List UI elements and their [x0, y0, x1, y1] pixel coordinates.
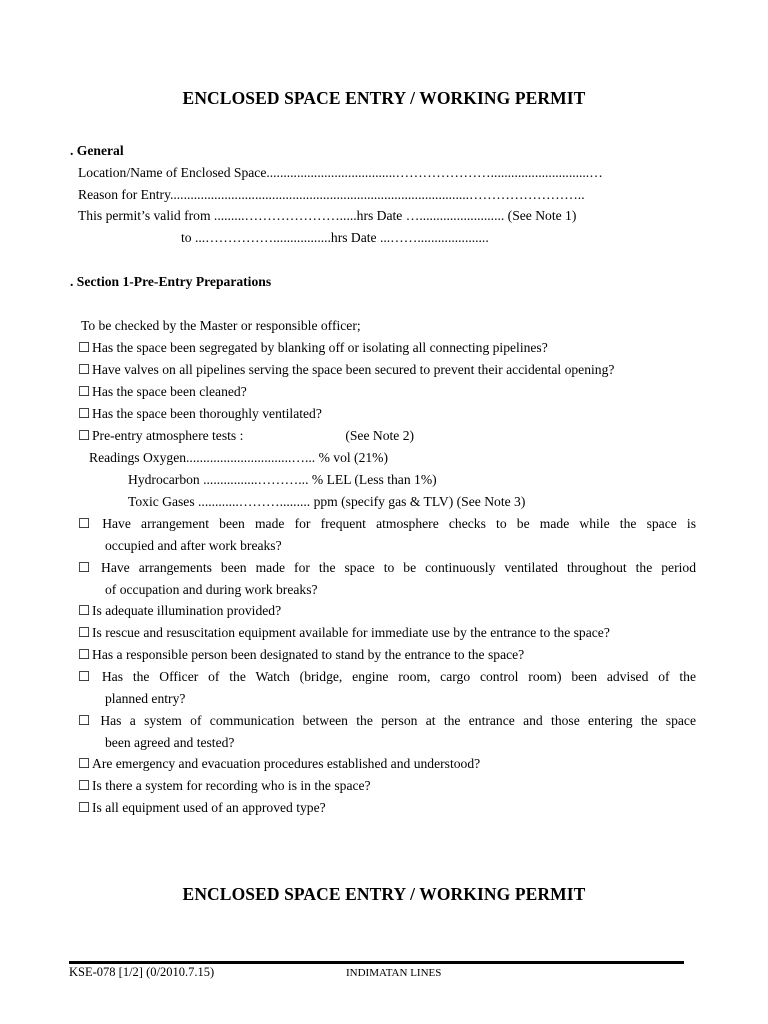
checklist-item: ☐ Has a responsible person been designated to stand by the entrance to the space? [78, 647, 525, 662]
location-field: Location/Name of Enclosed Space......................................………………….............................… [78, 165, 603, 180]
checklist-item: ☐ Has the space been cleaned? [78, 384, 247, 399]
toxic-gases-reading: Toxic Gases ............………......... ppm (specify gas & TLV) (See Note 3) [128, 494, 526, 509]
checkbox-icon[interactable]: ☐ [78, 778, 91, 793]
checkbox-icon[interactable]: ☐ [78, 560, 91, 575]
oxygen-reading: Readings Oxygen...............................…... % vol (21%) [89, 450, 389, 465]
checkbox-icon[interactable]: ☐ [78, 647, 91, 662]
reason-field: Reason for Entry........................................................................................…………………….. [78, 187, 585, 202]
checkbox-icon[interactable]: ☐ [78, 625, 91, 640]
checkbox-icon[interactable]: ☐ [78, 406, 91, 421]
valid-from-field: This permit’s valid from .........………………….....hrs Date …......................... (See Note 1) [78, 208, 577, 223]
checklist-item: ☐ Is rescue and resuscitation equipment available for immediate use by the entrance to the space? [78, 625, 610, 640]
checkbox-icon[interactable]: ☐ [78, 340, 91, 355]
checkbox-icon[interactable]: ☐ [78, 669, 91, 684]
checklist-item: ☐ Have arrangement been made for frequent atmosphere checks to be made while the space is occupied and after work breaks? [78, 513, 696, 557]
form-code: KSE-078 [1/2] (0/2010.7.15) [69, 965, 215, 979]
checklist-item: ☐ Is adequate illumination provided? [78, 603, 282, 618]
checkbox-icon[interactable]: ☐ [78, 384, 91, 399]
hydrocarbon-reading: Hydrocarbon ................………... % LEL (Less than 1%) [128, 472, 437, 487]
checklist-item: ☐ Have arrangements been made for the space to be continuously ventilated throughout the period of occupation and during work breaks? [78, 557, 696, 601]
checklist-item: ☐ Is there a system for recording who is in the space? [78, 778, 371, 793]
checkbox-icon[interactable]: ☐ [78, 428, 91, 443]
footer-divider [69, 961, 684, 964]
checklist-item: ☐ Is all equipment used of an approved type? [78, 800, 326, 815]
valid-to-field: to ...…………….................hrs Date ...……..................... [181, 230, 489, 245]
checklist-item: ☐ Has the space been thoroughly ventilated? [78, 406, 322, 421]
general-heading: . General [70, 143, 124, 158]
company-name: INDIMATAN LINES [346, 967, 442, 979]
checkbox-icon[interactable]: ☐ [78, 756, 91, 771]
checkbox-icon[interactable]: ☐ [78, 516, 91, 531]
document-title: ENCLOSED SPACE ENTRY / WORKING PERMIT [182, 88, 586, 108]
checkbox-icon[interactable]: ☐ [78, 713, 91, 728]
section1-heading: . Section 1-Pre-Entry Preparations [70, 274, 272, 289]
checklist-item: ☐ Are emergency and evacuation procedures established and understood? [78, 756, 481, 771]
checklist-item: ☐ Pre-entry atmosphere tests : (See Note 2) [78, 428, 415, 443]
document-title-repeat: ENCLOSED SPACE ENTRY / WORKING PERMIT [182, 884, 586, 904]
checkbox-icon[interactable]: ☐ [78, 362, 91, 377]
checklist-item: ☐ Have valves on all pipelines serving the space been secured to prevent their accidental opening? [78, 362, 615, 377]
section1-intro: To be checked by the Master or responsible officer; [81, 318, 361, 333]
checkbox-icon[interactable]: ☐ [78, 800, 91, 815]
checkbox-icon[interactable]: ☐ [78, 603, 91, 618]
checklist-item: ☐ Has the Officer of the Watch (bridge, engine room, cargo control room) been advised of the planned entry? [78, 666, 696, 710]
checklist-item: ☐ Has a system of communication between the person at the entrance and those entering the space been agreed and tested? [78, 710, 696, 754]
checklist-item: ☐ Has the space been segregated by blanking off or isolating all connecting pipelines? [78, 340, 548, 355]
